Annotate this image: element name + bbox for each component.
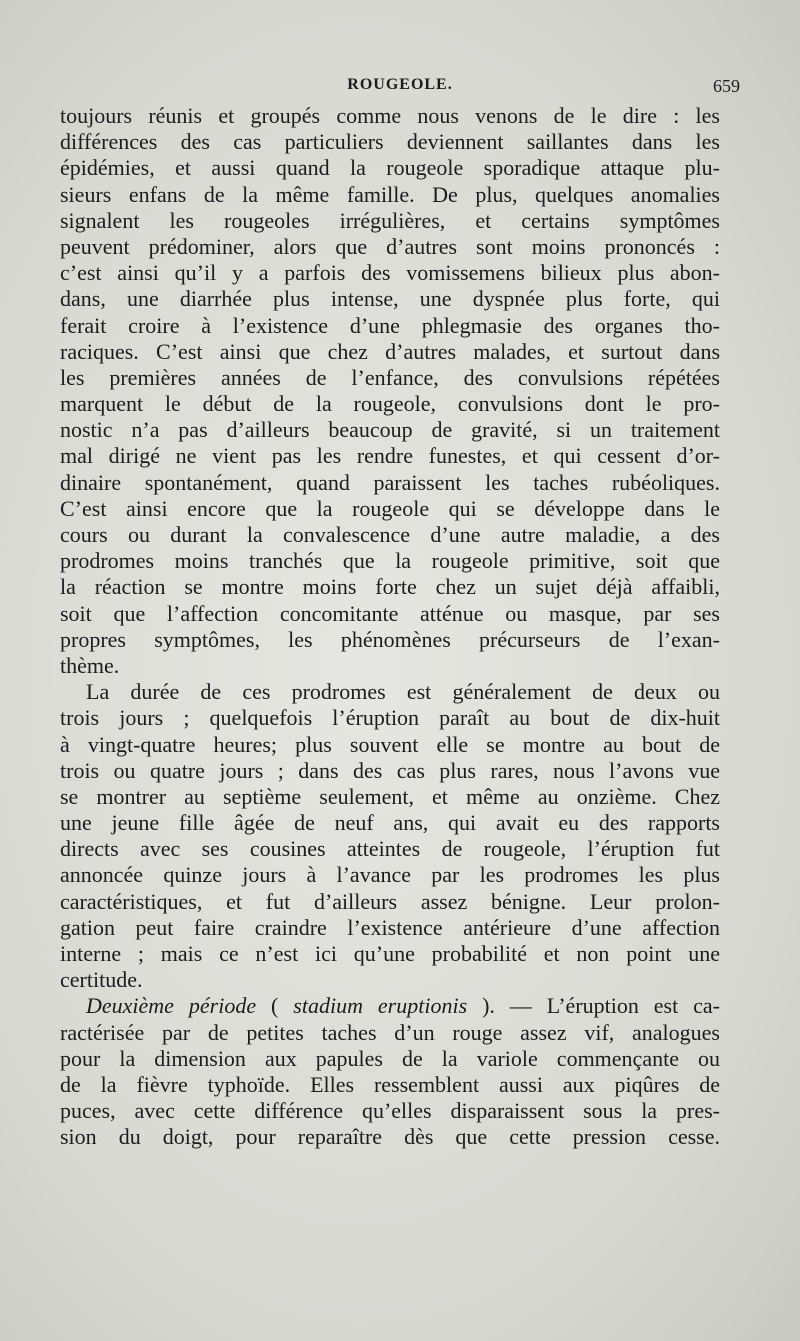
text-line: cours ou durant la convalescence d’une autre maladie, a des [60,522,720,547]
text-line: se montrer au septième seulement, et même au onzième. Chez [60,783,720,809]
body-text [60,103,720,1151]
text-line: dinaire spontanément, quand paraissent les taches rubéoliques. [60,469,720,495]
text-line: ferait croire à l’existence d’une phlegmasie des organes tho- [60,312,720,338]
text-line: la réaction se montre moins forte chez un sujet déjà affaibli, [60,574,720,600]
text-line: à vingt-quatre heures; plus souvent elle se montre au bout de [60,731,720,757]
text-line [60,993,720,1019]
text-line: sieurs enfans de la même famille. De plus, quelques anomalies [60,181,720,207]
text-line: gation peut faire craindre l’existence antérieure d’une affection [60,914,720,940]
page-number: 659 [713,76,740,96]
text-line: thème. [60,652,120,678]
text-line: différences des cas particuliers deviennent saillantes dans les [60,129,720,155]
text-line: une jeune fille âgée de neuf ans, qui avait eu des rapports [60,810,720,836]
text-line: mal dirigé ne vient pas les rendre funestes, et qui cessent d’or- [60,443,720,469]
text-line: marquent le début de la rougeole, convulsions dont le pro- [60,391,720,417]
text-line: nostic n’a pas d’ailleurs beaucoup de gravité, si un traitement [60,417,720,443]
text-line: dans, une diarrhée plus intense, une dyspnée plus forte, qui [60,286,720,312]
text-line: c’est ainsi qu’il y a parfois des vomissemens bilieux plus abon- [60,260,720,286]
text-line: soit que l’affection concomitante atténue ou masque, par ses [60,600,720,626]
text-line: directs avec ses cousines atteintes de rougeole, l’éruption fut [60,836,720,862]
text-line: signalent les rougeoles irrégulières, et certains symptômes [60,207,720,233]
line-segment: ( [256,993,294,1019]
text-line: de la fièvre typhoïde. Elles ressemblent aussi aux piqûres de [60,1071,720,1097]
text-line: prodromes moins tranchés que la rougeole primitive, soit que [60,548,720,574]
text-line: sion du doigt, pour reparaître dès que cette pression cesse. [60,1124,720,1150]
italic-heading-text: stadium eruptionis [293,993,468,1019]
text-line: caractéristiques, et fut d’ailleurs assez bénigne. Leur prolon- [60,888,720,914]
text-line: peuvent prédominer, alors que d’autres sont moins prononcés : [60,233,720,259]
text-line: interne ; mais ce n’est ici qu’une probabilité et non point une [60,941,720,966]
text-line: certitude. [60,967,143,993]
italic-heading-text: Deuxième période [86,993,257,1019]
line-segment: ). — L’éruption est ca- [467,993,721,1019]
text-line: raciques. C’est ainsi que chez d’autres malades, et surtout dans [60,338,720,364]
text-line: toujours réunis et groupés comme nous venons de le dire : les [60,103,720,128]
page-header [60,76,740,102]
text-line: annoncée quinze jours à l’avance par les prodromes les plus [60,862,720,888]
text-line: La durée de ces prodromes est généralement de deux ou [86,679,720,705]
text-line: C’est ainsi encore que la rougeole qui se développe dans le [60,495,720,521]
text-line: propres symptômes, les phénomènes précurseurs de l’exan- [60,626,720,652]
text-line: les premières années de l’enfance, des convulsions répétées [60,364,720,390]
running-title: ROUGEOLE. [347,76,453,93]
text-line: épidémies, et aussi quand la rougeole sporadique attaque plu- [60,155,720,181]
text-line: pour la dimension aux papules de la variole commençante ou [60,1045,720,1071]
text-line: ractérisée par de petites taches d’un rouge assez vif, analogues [60,1019,720,1045]
text-line: trois jours ; quelquefois l’éruption paraît au bout de dix-huit [60,705,720,731]
text-line: trois ou quatre jours ; dans des cas plus rares, nous l’avons vue [60,757,720,783]
text-line: puces, avec cette différence qu’elles disparaissent sous la pres- [60,1098,720,1124]
